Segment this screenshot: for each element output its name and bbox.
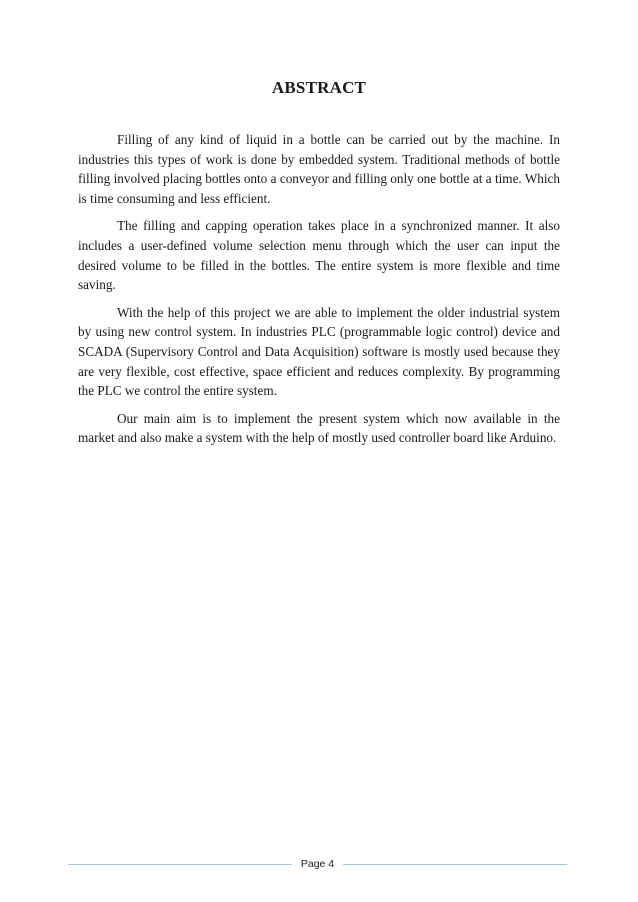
- abstract-paragraph-3: With the help of this project we are able to implement the older industrial system by using new control system. In industries PLC (programmable logic control) device and SCADA (Supervisory Control and Data Acquisition) software is mostly used because they are very flexible, cost effective, space efficient and reduces complexity. By programming the PLC we control the entire system.: [78, 304, 560, 399]
- page-footer: [68, 857, 567, 873]
- abstract-paragraph-1: Filling of any kind of liquid in a bottle can be carried out by the machine. In industries this types of work is done by embedded system. Traditional methods of bottle filling involved placing bottles onto a conveyor and filling only one bottle at a time. Which is time consuming and less efficient.: [78, 132, 560, 206]
- abstract-body: [78, 130, 560, 456]
- abstract-paragraph-4: Our main aim is to implement the present system which now available in the market and also make a system with the help of mostly used controller board like Arduino.: [78, 410, 560, 446]
- abstract-paragraph-2: The filling and capping operation takes place in a synchronized manner. It also includes a user-defined volume selection menu through which the user can input the desired volume to be filled in the bottles. The entire system is more flexible and time saving.: [78, 218, 560, 293]
- page-title: ABSTRACT: [271, 78, 367, 97]
- page-number: Page 4: [300, 858, 335, 870]
